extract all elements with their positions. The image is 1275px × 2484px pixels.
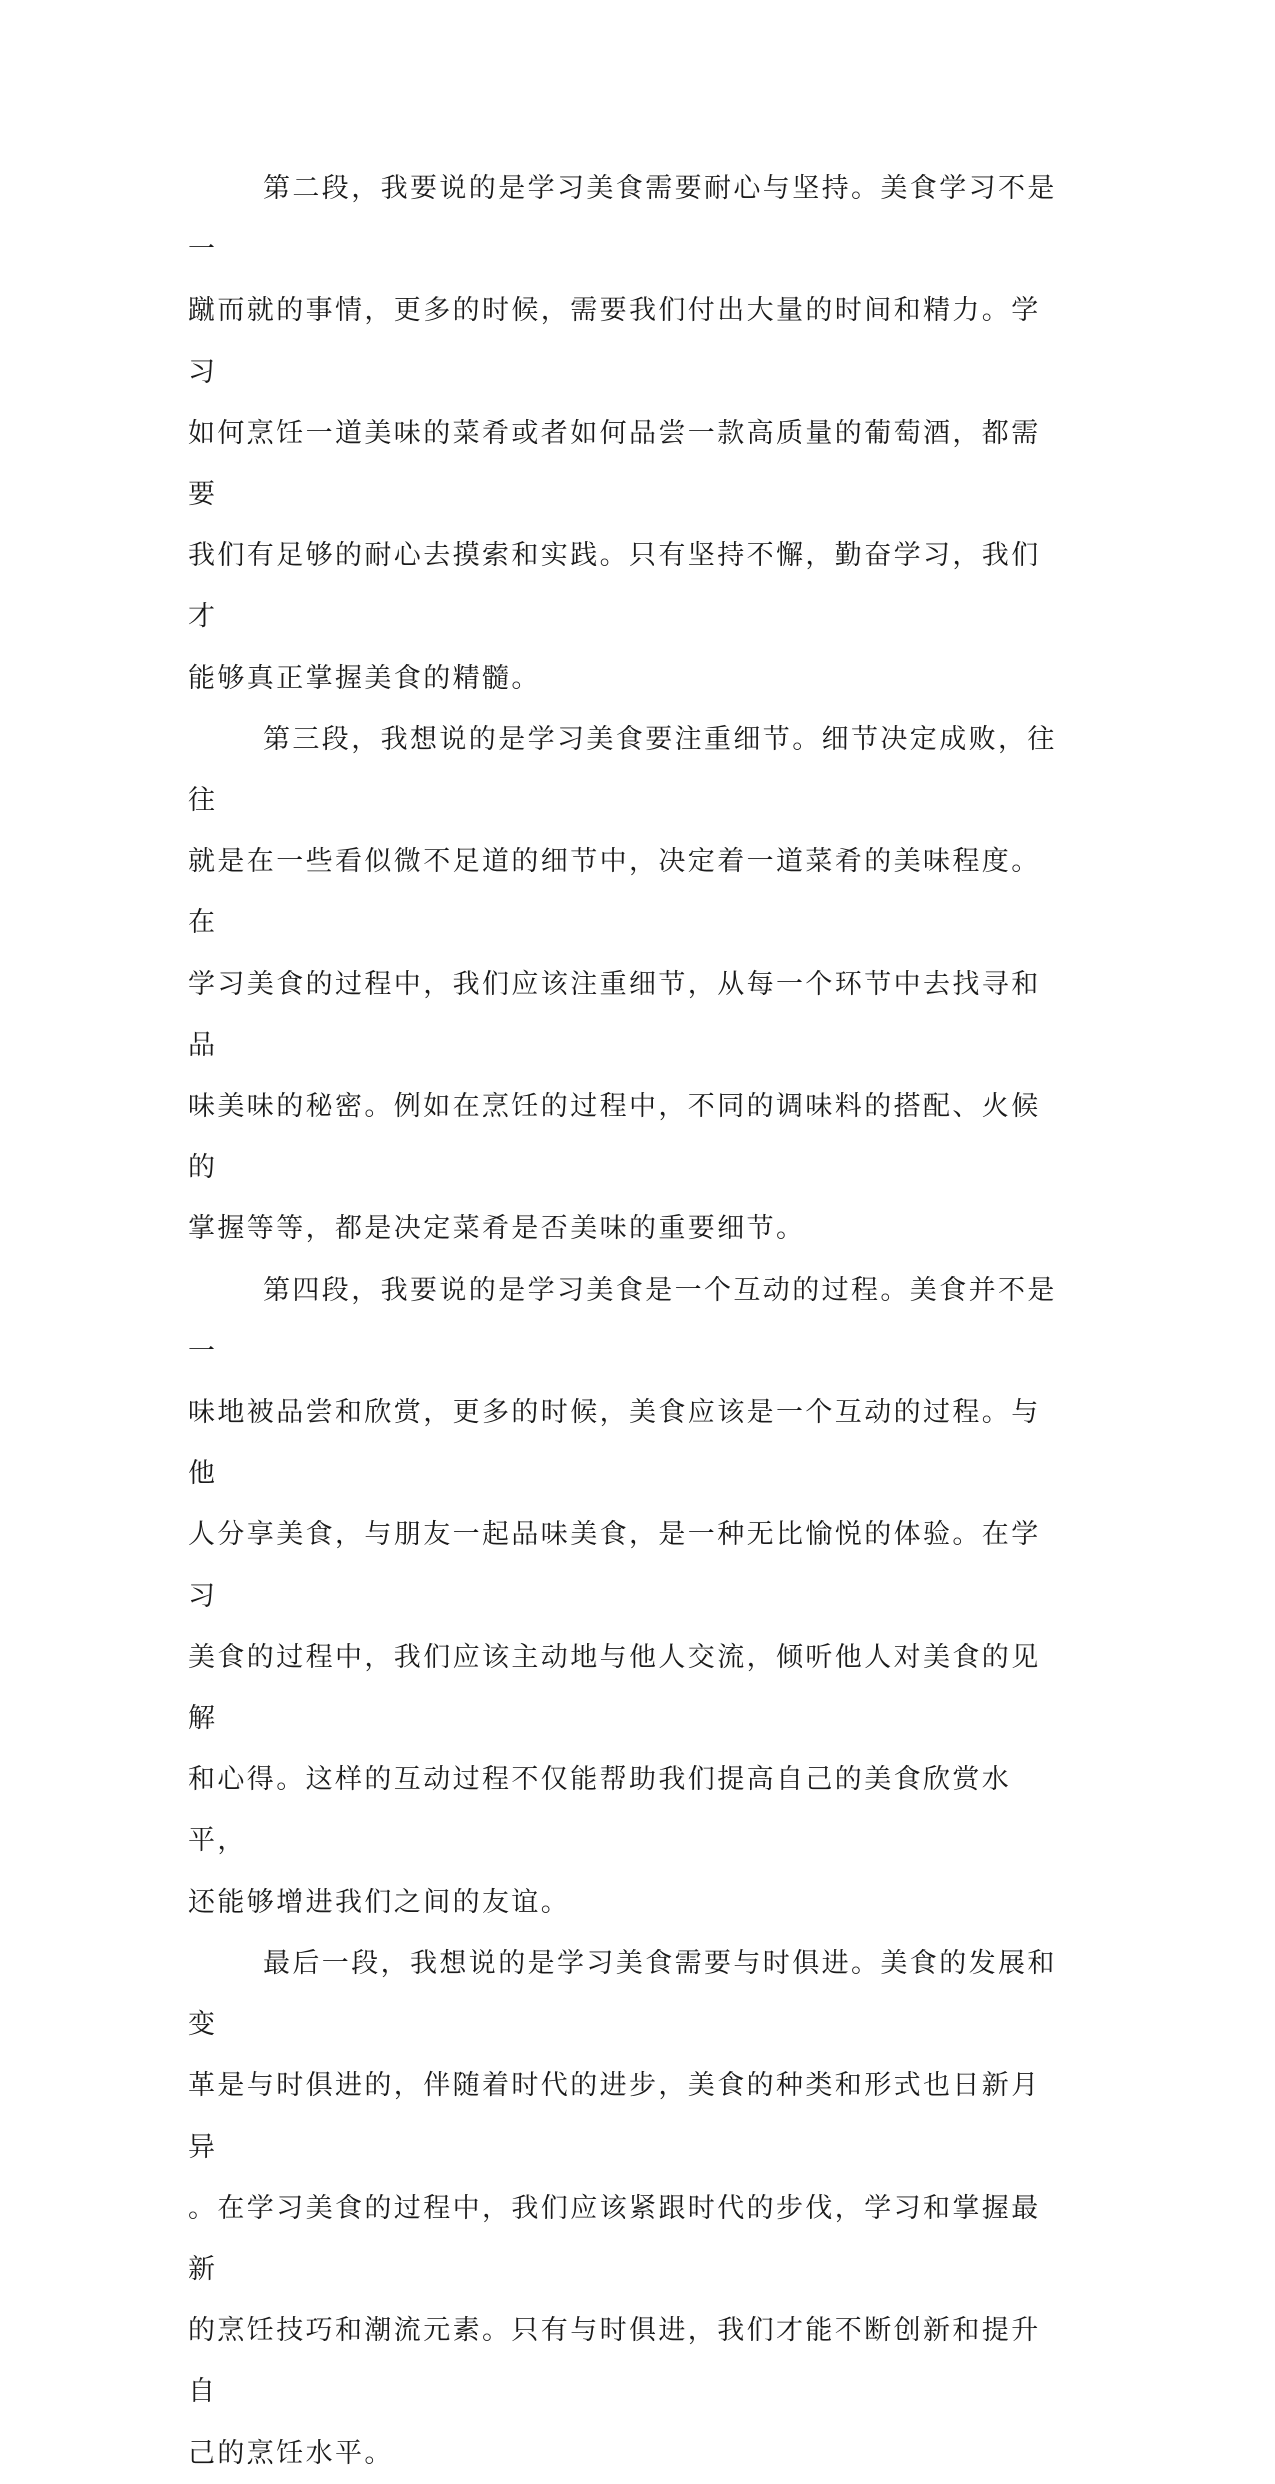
text-line: 还能够增进我们之间的友谊。 [188,1886,571,1918]
text-line: 能够真正掌握美食的精髓。 [188,662,541,694]
text-line: 蹴而就的事情，更多的时候，需要我们付出大量的时间和精力。学习 [188,295,1041,388]
text-line: 掌握等等，都是决定菜肴是否美味的重要细节。 [188,1213,806,1245]
paragraph-4 [188,1260,1068,1933]
text-line: 如何烹饪一道美味的菜肴或者如何品尝一款高质量的葡萄酒，都需要 [188,417,1041,511]
paragraph-2 [188,158,1068,709]
text-line: 己的烹饪水平。 [188,2437,394,2469]
text-line: 第三段，我想说的是学习美食要注重细节。细节决定成败，往往 [188,723,1057,817]
paragraph-3 [188,709,1068,1260]
text-line: 我们有足够的耐心去摸索和实践。只有坚持不懈，勤奋学习，我们才 [188,540,1041,633]
text-line: 的烹饪技巧和潮流元素。只有与时俱进，我们才能不断创新和提升自 [188,2315,1041,2408]
text-line: 味美味的秘密。例如在烹饪的过程中，不同的调味料的搭配、火候的 [188,1091,1041,1184]
text-line: 就是在一些看似微不足道的细节中，决定着一道菜肴的美味程度。在 [188,846,1041,939]
text-line: 味地被品尝和欣赏，更多的时候，美食应该是一个互动的过程。与他 [188,1397,1041,1490]
text-line: 学习美食的过程中，我们应该注重细节，从每一个环节中去找寻和品 [188,968,1041,1061]
text-line: 第四段，我要说的是学习美食是一个互动的过程。美食并不是一 [188,1274,1057,1367]
text-line: 第二段，我要说的是学习美食需要耐心与坚持。美食学习不是一 [188,173,1057,266]
text-line: 和心得。这样的互动过程不仅能帮助我们提高自己的美食欣赏水平， [188,1764,1012,1857]
text-line: 人分享美食，与朋友一起品味美食，是一种无比愉悦的体验。在学习 [188,1519,1041,1612]
document-body [188,158,1068,2484]
text-line: 美食的过程中，我们应该主动地与他人交流，倾听他人对美食的见解 [188,1641,1041,1735]
paragraph-final [188,1933,1068,2484]
text-line: 最后一段，我想说的是学习美食需要与时俱进。美食的发展和变 [188,1947,1057,2041]
text-line: 。在学习美食的过程中，我们应该紧跟时代的步伐，学习和掌握最新 [188,2192,1041,2285]
text-line: 革是与时俱进的，伴随着时代的进步，美食的种类和形式也日新月异 [188,2070,1041,2163]
